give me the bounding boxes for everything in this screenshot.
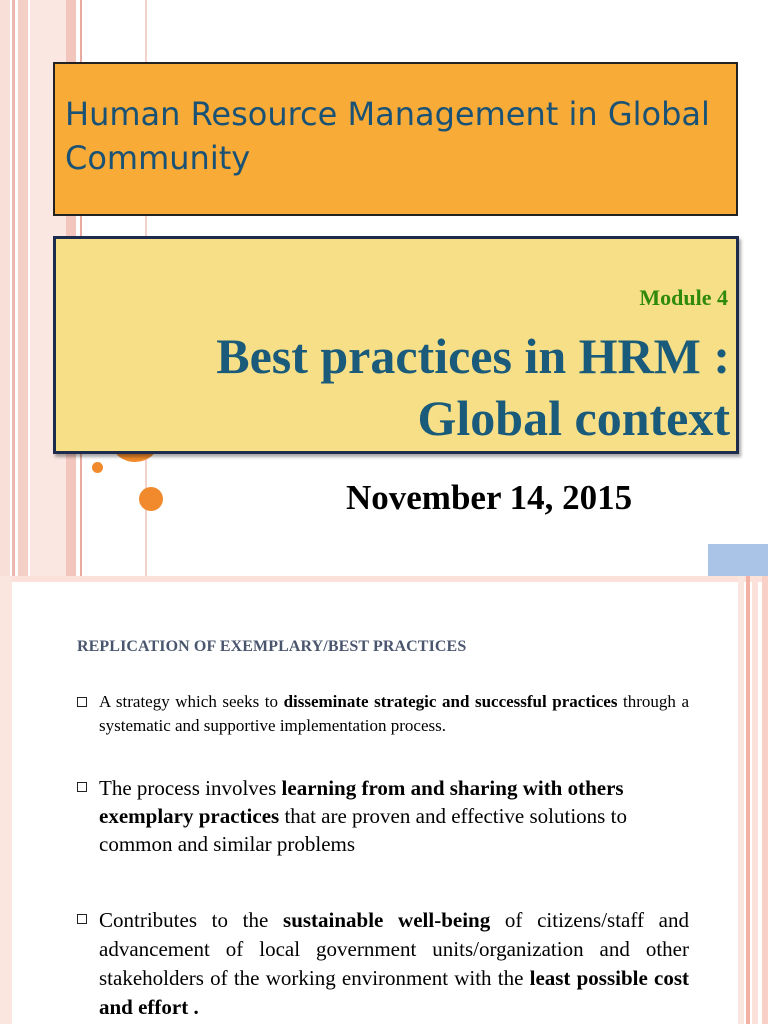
checkbox-bullet-icon xyxy=(77,697,87,707)
decor-stripe xyxy=(12,0,15,576)
presentation-date: November 14, 2015 xyxy=(346,478,633,517)
corner-tab xyxy=(708,544,768,576)
decor-stripe xyxy=(0,0,10,576)
module-title-line-2: Global context xyxy=(417,390,730,446)
decor-stripe xyxy=(746,576,750,1024)
presentation-title: Human Resource Management in Global Community xyxy=(65,95,710,177)
decor-dot xyxy=(139,487,163,511)
title-box xyxy=(53,62,738,216)
bullet-emphasis: least possible cost and effort . xyxy=(99,966,689,1019)
bullet-item xyxy=(99,690,689,738)
decor-stripe xyxy=(18,0,28,576)
module-label: Module 4 xyxy=(639,285,728,310)
decor-stripe xyxy=(762,576,768,1024)
decor-bar xyxy=(0,576,768,582)
module-title xyxy=(216,325,730,449)
bullet-text-run: The process involves xyxy=(99,776,282,800)
decor-stripe xyxy=(738,576,744,1024)
bullet-text xyxy=(99,692,689,735)
decor-stripe xyxy=(0,576,12,1024)
bullet-text-run: through a systematic and supportive implementation process. xyxy=(99,692,689,735)
bullet-emphasis: learning from and sharing with others exemplary practices xyxy=(99,776,624,828)
bullet-item xyxy=(99,906,689,1022)
bullet-text xyxy=(99,776,627,856)
bullet-emphasis: disseminate strategic and successful practices xyxy=(283,692,618,711)
module-box xyxy=(53,236,739,454)
bullet-emphasis: sustainable well-being xyxy=(283,908,491,932)
section-heading: REPLICATION OF EXEMPLARY/BEST PRACTICES xyxy=(77,638,467,655)
bullet-text-run: of citizens/staff and advancement of local government units/organization and other stakeholders of the working environment with the xyxy=(99,908,689,990)
bullet-text-run: that are proven and effective solutions to common and similar problems xyxy=(99,804,627,856)
bullet-text-run: Contributes to the xyxy=(99,908,284,932)
decor-dot xyxy=(92,462,103,473)
bullet-item xyxy=(99,774,689,858)
checkbox-bullet-icon xyxy=(77,782,87,792)
module-title-line-1: Best practices in HRM : xyxy=(216,328,730,384)
bullet-text-run: A strategy which seeks to xyxy=(99,692,284,711)
content-slide xyxy=(0,576,768,1024)
decor-stripe xyxy=(752,576,758,1024)
bullet-text xyxy=(99,908,689,1019)
checkbox-bullet-icon xyxy=(77,914,87,924)
